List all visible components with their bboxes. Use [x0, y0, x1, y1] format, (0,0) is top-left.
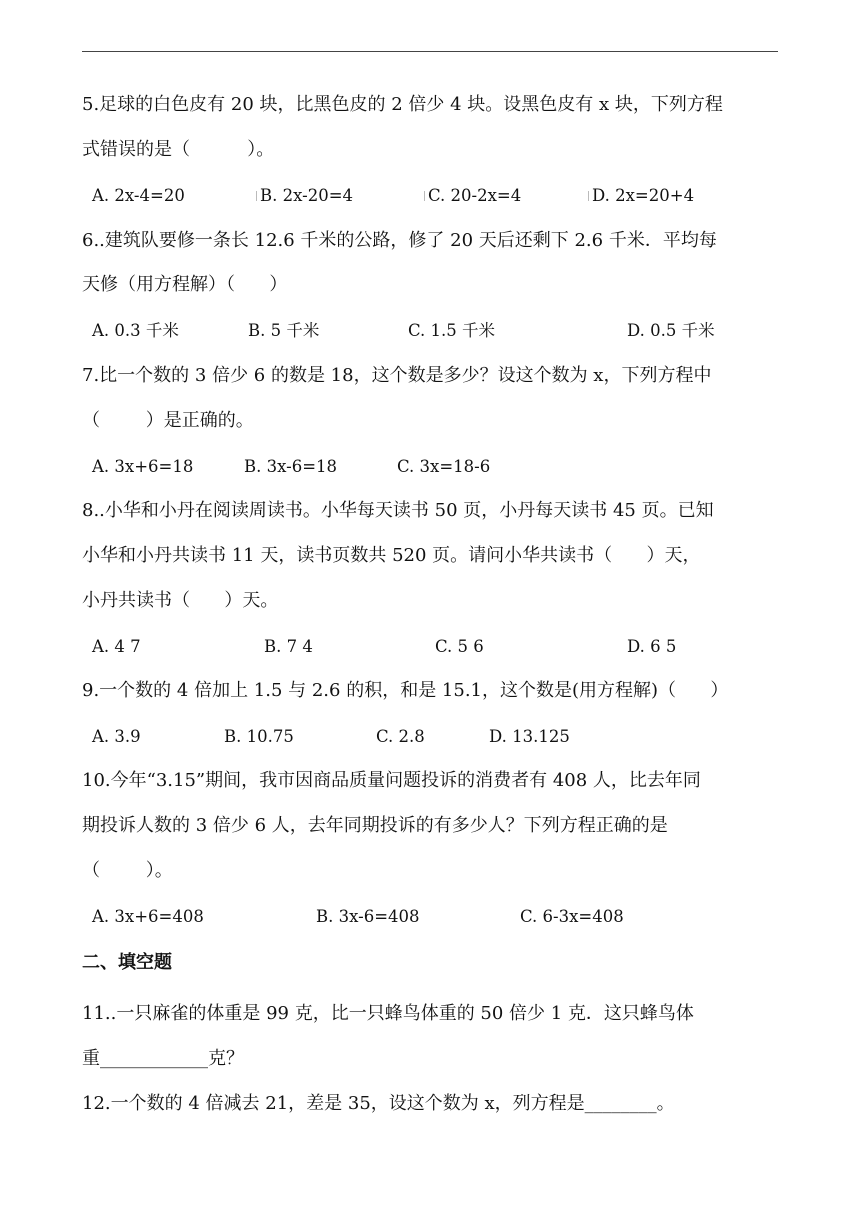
option-b[interactable]: B. 5 千米: [248, 321, 320, 340]
option-a[interactable]: A. 3x+6=408: [92, 907, 204, 926]
option-a[interactable]: A. 3x+6=18: [92, 457, 194, 476]
option-b[interactable]: B. 3x-6=18: [244, 457, 338, 476]
option-d[interactable]: D. 2x=20+4: [592, 186, 695, 205]
option-c[interactable]: C. 5 6: [435, 637, 484, 656]
option-b[interactable]: B. 2x-20=4: [260, 186, 354, 205]
question-9-line-1: 9.一个数的 4 倍加上 1.5 与 2.6 的积，和是 15.1，这个数是(用方程解)（ ）: [82, 680, 729, 701]
question-12-line-1: 12.一个数的 4 倍减去 21，差是 35，设这个数为 x，列方程是________。: [82, 1093, 675, 1114]
option-c[interactable]: C. 6-3x=408: [520, 907, 624, 926]
option-a[interactable]: A. 3.9: [92, 727, 141, 746]
header-rule: [82, 51, 778, 52]
option-c[interactable]: C. 3x=18-6: [397, 457, 491, 476]
option-d[interactable]: D. 6 5: [627, 637, 677, 656]
option-d[interactable]: D. 0.5 千米: [627, 321, 715, 340]
question-6-line-2: 天修（用方程解）（ ）: [82, 274, 288, 295]
question-6-line-1: 6..建筑队要修一条长 12.6 千米的公路，修了 20 天后还剩下 2.6 千米．平均每: [82, 230, 717, 251]
option-a[interactable]: A. 2x-4=20: [92, 186, 185, 205]
question-10-line-3: （ ）。: [82, 860, 173, 881]
question-7-line-2: （ ）是正确的。: [82, 410, 254, 431]
question-5-line-1: 5.足球的白色皮有 20 块，比黑色皮的 2 倍少 4 块。设黑色皮有 x 块，下列方程: [82, 94, 723, 115]
question-5-line-2: 式错误的是（ ）。: [82, 139, 275, 160]
divider-mark: [424, 191, 425, 201]
question-11-line-1: 11..一只麻雀的体重是 99 克，比一只蜂鸟体重的 50 倍少 1 克．这只蜂鸟体: [82, 1003, 694, 1024]
question-8-line-3: 小丹共读书（ ）天。: [82, 590, 279, 611]
question-8-line-2: 小华和小丹共读书 11 天，读书页数共 520 页。请问小华共读书（ ）天，: [82, 545, 701, 566]
question-11-line-2: 重____________克？: [82, 1048, 244, 1069]
section-heading: 二、填空题: [82, 952, 172, 973]
option-c[interactable]: C. 1.5 千米: [408, 321, 496, 340]
option-c[interactable]: C. 2.8: [376, 727, 425, 746]
option-a[interactable]: A. 4 7: [92, 637, 141, 656]
question-8-line-1: 8..小华和小丹在阅读周读书。小华每天读书 50 页，小丹每天读书 45 页。已知: [82, 500, 714, 521]
question-10-line-2: 期投诉人数的 3 倍少 6 人，去年同期投诉的有多少人？下列方程正确的是: [82, 815, 668, 836]
option-b[interactable]: B. 7 4: [264, 637, 313, 656]
option-b[interactable]: B. 10.75: [224, 727, 294, 746]
option-c[interactable]: C. 20-2x=4: [428, 186, 522, 205]
option-d[interactable]: D. 13.125: [489, 727, 570, 746]
divider-mark: [256, 191, 257, 201]
option-b[interactable]: B. 3x-6=408: [316, 907, 420, 926]
option-a[interactable]: A. 0.3 千米: [92, 321, 179, 340]
question-7-line-1: 7.比一个数的 3 倍少 6 的数是 18，这个数是多少？设这个数为 x，下列方程中: [82, 365, 712, 386]
question-10-line-1: 10.今年“3.15”期间，我市因商品质量问题投诉的消费者有 408 人，比去年同: [82, 770, 701, 791]
divider-mark: [588, 191, 589, 201]
